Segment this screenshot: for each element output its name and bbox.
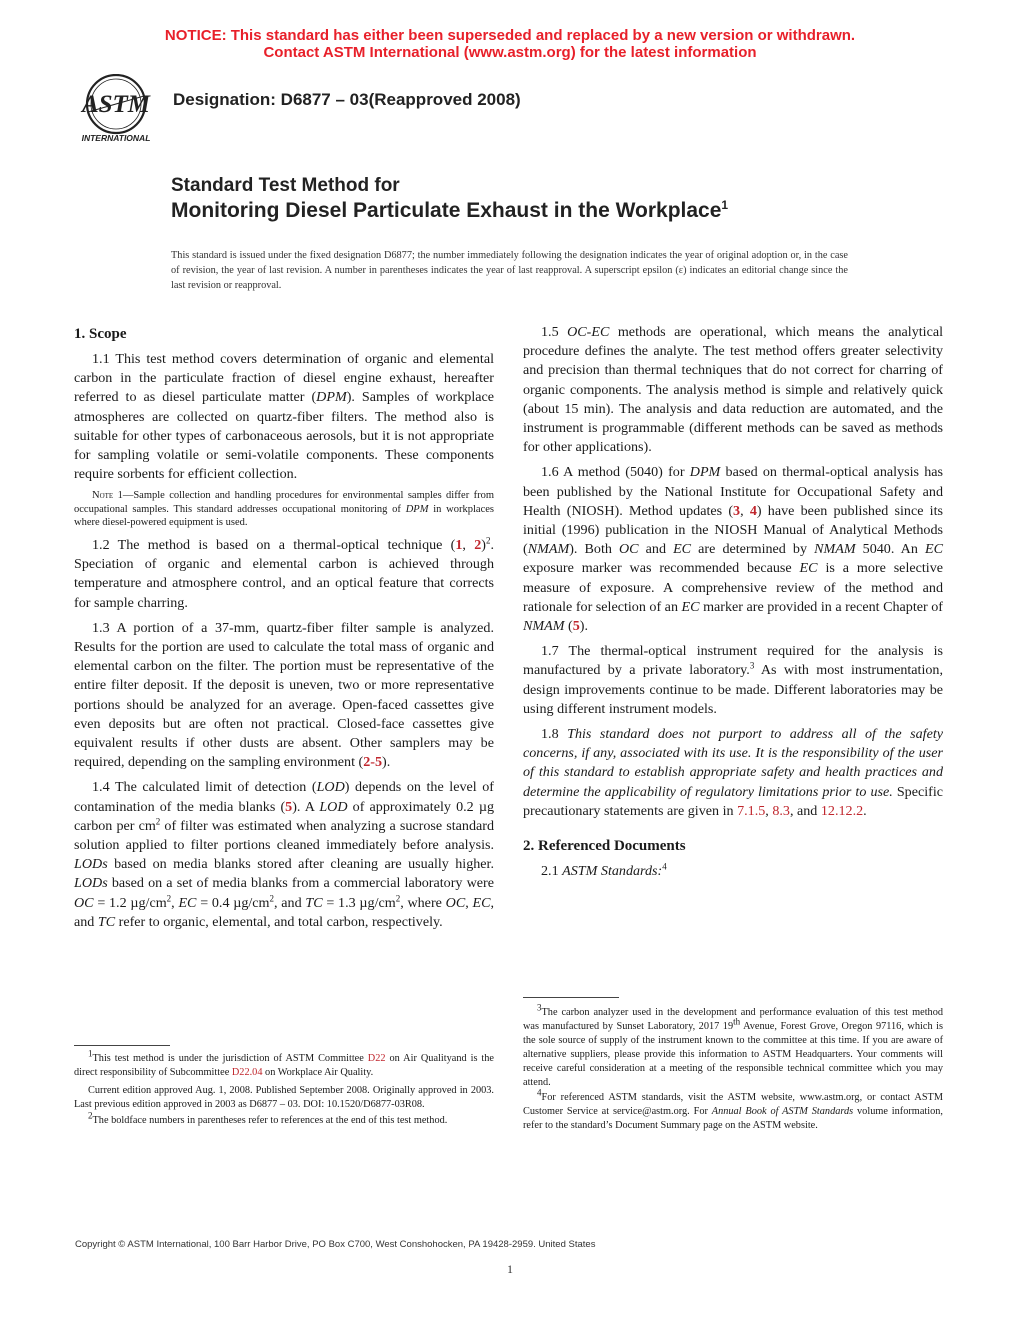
- issuance-statement: This standard is issued under the fixed designation D6877; the number immediately following the designation indicates the year of original adoption or, in the case of revision, the year of last revision. A number in parentheses indicates the year of last reapproval. A superscript epsilon (ε) indicates an editorial change since the last revision or reapproval.: [171, 250, 848, 291]
- title-line-1: Standard Test Method for: [171, 175, 400, 196]
- paragraph-1-5: 1.5 OC-EC methods are operational, which means the analytical procedure defines the analyte. The test method offers greater selectivity and precision than thermal techniques that do not correct for charring of organic components. The analysis method is simple and relatively quick (about 15 min). The analysis and data reduction are automated, and the instrument is programmable (different methods can be saved as methods for other applications).: [523, 324, 943, 456]
- section-link[interactable]: 12.12.2: [820, 802, 864, 819]
- logo-letters: ASTM: [81, 91, 151, 118]
- paragraph-1-3: 1.3 A portion of a 37-mm, quartz-fiber filter sample is analyzed. Results for the portion are used to calculate the total mass of organic and elemental carbon on the filter. The portion must be representative of the entire filter deposit. If the deposit is uneven, two or more representative portions should be analyzed for an average. Open-faced cassettes give even deposits but are often not practical. Closed-face cassettes give equivalent results if other dusts are absent. Other samplers may be required, depending on the sampling environment (2-5).: [74, 619, 494, 771]
- paragraph-1-2: 1.2 The method is based on a thermal-optical technique (1, 2)$^2$. Speciation of organic and elemental carbon is achieved through temperature and atmosphere control, and an optical feature that corrects for sample charring.: [74, 535, 494, 611]
- astm-logo-mark: [70, 74, 166, 146]
- section-2-heading: 2. Referenced Documents: [523, 838, 686, 855]
- footnote-3: $^3$The carbon analyzer used in the development and performance evaluation of this test method was manufactured by Sunset Laboratory, 2017 19th Avenue, Forest Grove, Oregon 97116, which is the sole source of supply of the instrument known to the committee at this time. If you are aware of alternative suppliers, please provide this information to ASTM Headquarters. Your comments will receive careful consideration at a meeting of the responsible technical committee which you may attend.: [523, 1002, 944, 1088]
- page-number: 1: [507, 1262, 513, 1276]
- note-1: Note 1—Sample collection and handling procedures for environmental samples differ from occupational samples. This standard addresses occupational monitoring of DPM in workplaces where diesel-powered equipment is used.: [74, 490, 494, 529]
- reference-link[interactable]: 5: [285, 798, 293, 815]
- designation: Designation: D6877 – 03(Reapproved 2008): [173, 90, 521, 109]
- supersession-notice: [0, 27, 1020, 61]
- paragraph-1-8: 1.8 This standard does not purport to address all of the safety concerns, if any, associated with its use. It is the responsibility of the user of this standard to establish appropriate safety and health practices and determine the applicability of regulatory limitations prior to use. Specific precautionary statements are given in 7.1.5, 8.3, and 12.12.2.: [523, 726, 943, 819]
- section-link[interactable]: 7.1.5: [737, 802, 766, 819]
- notice-line-1: NOTICE: This standard has either been superseded and replaced by a new version or withdrawn.: [164, 27, 856, 44]
- footnote-2: $^2$The boldface numbers in parentheses refer to references at the end of this test method.: [88, 1110, 448, 1126]
- left-column: [74, 323, 494, 932]
- right-footnotes: [523, 1002, 944, 1133]
- title-line-2: [171, 197, 728, 224]
- reference-link[interactable]: 1: [455, 536, 463, 553]
- paragraph-1-1: 1.1 This test method covers determination of organic and elemental carbon in the particulate fraction of diesel engine exhaust, hereafter referred to as diesel particulate matter (DPM). Samples of workplace atmospheres are collected on quartz-fiber filters. The method also is suitable for other types of carbonaceous aerosols, but it is not appropriate for sampling volatile or semi-volatile components. These components require sorbents for efficient collection.: [74, 351, 495, 483]
- paragraph-1-7: 1.7 The thermal-optical instrument required for the analysis is manufactured by a private laboratory.$^3$ As with most instrumentation, design improvements continue to be made. Different laboratories may be using different instrument models.: [523, 643, 944, 717]
- reference-link[interactable]: 2: [474, 536, 482, 553]
- reference-link[interactable]: 2-5: [363, 754, 383, 771]
- astm-logo: [70, 74, 166, 146]
- footnote-4: $^4$For referenced ASTM standards, visit the ASTM website, www.astm.org, or contact ASTM Customer Service at service@astm.org. For Annual Book of ASTM Standards volume information, refer to the standard’s Document Summary page on the ASTM website.: [523, 1087, 943, 1131]
- section-link[interactable]: 8.3: [772, 802, 790, 819]
- logo-caption: INTERNATIONAL: [81, 133, 151, 143]
- committee-link[interactable]: D22: [367, 1053, 386, 1064]
- subcommittee-link[interactable]: D22.04: [231, 1067, 263, 1078]
- paragraph-2-1: 2.1 ASTM Standards:$^4$: [541, 861, 667, 880]
- reference-link[interactable]: 4: [749, 502, 757, 519]
- footnote-1-edition: Current edition approved Aug. 1, 2008. Published September 2008. Originally approved in 2003. Last previous edition approved in 2003 as D6877 – 03. DOI: 10.1520/D6877-03R08.: [74, 1085, 494, 1110]
- notice-line-2: Contact ASTM International (www.astm.org) for the latest information: [263, 44, 757, 61]
- reference-link[interactable]: 5: [572, 618, 580, 635]
- document-title: [171, 174, 728, 224]
- title-footnote-mark: 1: [721, 198, 729, 212]
- left-footnote-rule: [74, 1045, 170, 1046]
- title-text: Monitoring Diesel Particulate Exhaust in the Workplace: [171, 199, 722, 222]
- footnote-1: $^1$This test method is under the jurisdiction of ASTM Committee D22 on Air Qualityand is the direct responsibility of Subcommittee D22.04 on Workplace Air Quality.: [74, 1048, 494, 1078]
- reference-link[interactable]: 3: [733, 502, 741, 519]
- left-footnotes: [74, 1048, 494, 1128]
- paragraph-1-6: 1.6 A method (5040) for DPM based on thermal-optical analysis has been published by the National Institute for Occupational Safety and Health (NIOSH). Method updates (3, 4) have been published since its initial (1996) publication in the NIOSH Manual of Analytical Methods (NMAM). Both OC and EC are determined by NMAM 5040. An EC exposure marker was recommended because EC is a more selective measure of exposure. A comprehensive review of the method and rationale for selection of an EC marker are provided in a recent Chapter of NMAM (5).: [523, 464, 944, 635]
- copyright-line: Copyright © ASTM International, 100 Barr Harbor Drive, PO Box C700, West Conshohocken, PA 19428-2959. United States: [75, 1239, 596, 1250]
- paragraph-1-4: 1.4 The calculated limit of detection (LOD) depends on the level of contamination of the media blanks (5). A LOD of approximately 0.2 µg carbon per $cm^2$ of filter was estimated when analyzing a sucrose standard solution applied to filter portions cleaned immediately before analysis. LODs based on media blanks stored after cleaning are usually higher. LODs based on a set of media blanks from a commercial laboratory were OC = 1.2 $\mu g/cm^2$, EC = 0.4 $\mu g/cm^2$, and TC = 1.3 $\mu g/cm^2$, where OC, EC, and TC refer to organic, elemental, and total carbon, respectively.: [74, 779, 495, 930]
- right-footnote-rule: [523, 997, 619, 998]
- right-column: [523, 323, 943, 881]
- section-1-heading: 1. Scope: [74, 326, 127, 342]
